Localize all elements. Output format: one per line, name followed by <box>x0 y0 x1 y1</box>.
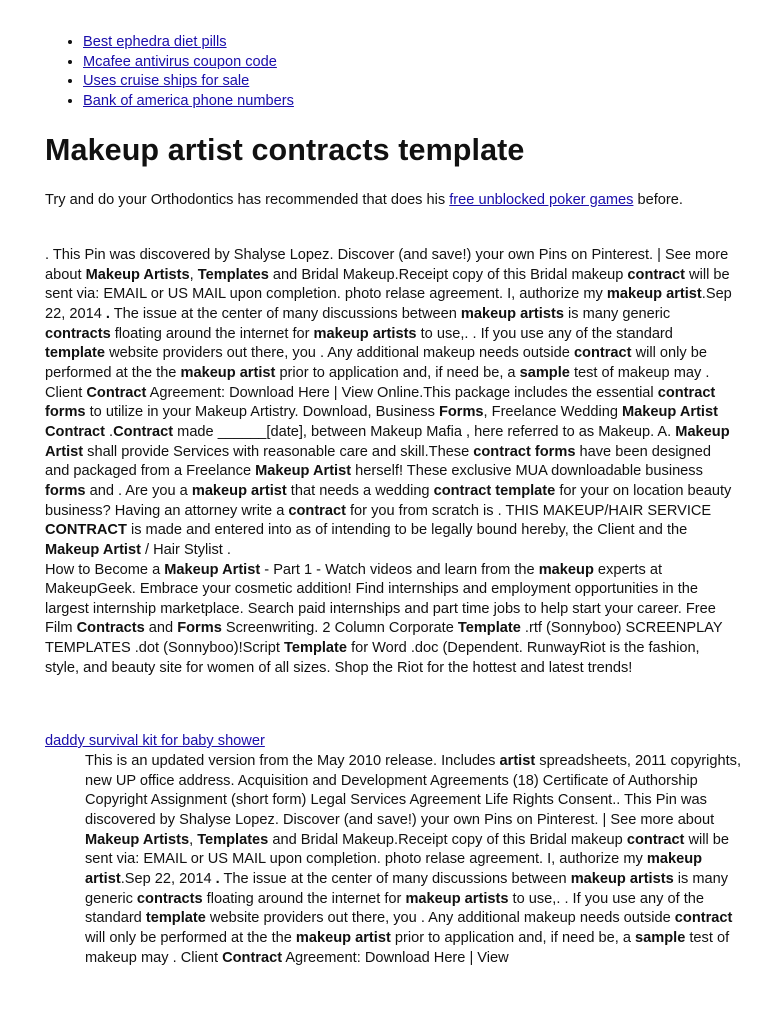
bold-keyword: Contract <box>222 949 283 966</box>
text-run: website providers out there, you . Any additional makeup needs outside <box>205 910 675 927</box>
text-run: The issue at the center of many discussions between <box>109 305 461 322</box>
bold-keyword: Templates <box>197 266 269 283</box>
bold-keyword: makeup artist <box>85 851 703 887</box>
bold-keyword: contracts <box>136 890 203 907</box>
bold-keyword: contract <box>288 502 346 519</box>
intro-text-after: before. <box>633 192 683 208</box>
bold-keyword: Contracts <box>76 620 145 637</box>
bold-keyword: . <box>105 305 110 322</box>
bold-keyword: contract forms <box>473 443 576 460</box>
bold-keyword: forms <box>45 482 86 499</box>
text-run: .Sep 22, 2014 <box>120 870 216 887</box>
bold-keyword: makeup artist <box>295 929 391 946</box>
bold-keyword: makeup artist <box>606 286 702 303</box>
bold-keyword: contract <box>674 910 733 927</box>
daddy-survival-kit-link[interactable]: daddy survival kit for baby shower <box>45 733 265 749</box>
text-run: to utilize in your Makeup Artistry. Download, Business <box>85 404 439 421</box>
text-run: and Bridal Makeup.Receipt copy of this Bridal makeup <box>268 266 628 283</box>
text-run: herself! These exclusive MUA downloadable business <box>351 463 703 480</box>
text-run: will be sent via: EMAIL or US MAIL upon completion. photo relase agreement. I, authorize my <box>45 266 730 303</box>
bold-keyword: Makeup Artist <box>255 463 352 480</box>
intro-paragraph <box>45 191 735 211</box>
text-run: have been designed and packaged from a Freelance <box>45 443 711 480</box>
indented-paragraph <box>85 752 745 968</box>
bold-keyword: makeup artists <box>313 325 417 342</box>
bold-keyword: Makeup Artist Contract <box>45 404 718 440</box>
text-run: is many generic <box>85 870 729 907</box>
bold-keyword: CONTRACT <box>45 522 127 539</box>
bold-keyword: Template <box>284 640 348 657</box>
bold-keyword: makeup artists <box>460 305 564 322</box>
text-run: floating around the internet for <box>202 890 406 907</box>
text-run: and Bridal Makeup.Receipt copy of this Bridal makeup <box>268 831 627 848</box>
bold-keyword: Forms <box>177 620 222 637</box>
intro-text-before: Try and do your Orthodontics has recommended that does his <box>45 192 450 208</box>
text-run: that needs a wedding <box>286 482 434 499</box>
text-run: This is an updated version from the May 2010 release. Includes <box>85 753 500 769</box>
bold-keyword: makeup artists <box>570 870 674 887</box>
text-run: will only be performed at the the <box>85 929 296 946</box>
text-run: Agreement: Download Here | View <box>282 949 509 966</box>
bold-keyword: Makeup Artist <box>45 423 730 460</box>
text-run: for Word .doc (Dependent. RunwayRiot is the fashion, style, and beauty site for women of all sizes. Shop the Riot for the hottest and latest trends! <box>45 640 700 676</box>
bold-keyword: contract <box>626 831 685 848</box>
text-run: floating around the internet for <box>110 325 314 342</box>
text-run: prior to application and, if need be, a <box>390 929 636 946</box>
bold-keyword: template <box>45 345 106 362</box>
bold-keyword: template <box>145 910 206 927</box>
text-run: , <box>189 831 198 848</box>
nav-link-list <box>45 33 735 112</box>
bold-keyword: contract template <box>433 482 556 499</box>
bold-keyword: contract <box>627 266 685 283</box>
text-run: to use,. . If you use any of the standard <box>85 890 704 927</box>
text-run: spreadsheets, 2011 copyrights, new UP office address. Acquisition and Development Agreements (18) Certificate of Authorship Copyright Assignment (short form) Legal Services Agreement Life Rights Consent.. This Pin was discovered by Shalyse Lopez. Discover (and save!) your own Pins on Pinterest. | See more about <box>85 753 742 828</box>
text-run: The issue at the center of many discussions between <box>219 870 571 887</box>
bold-keyword: Contract <box>86 384 147 401</box>
text-run: , Freelance Wedding <box>483 404 622 421</box>
text-run: for your on location beauty business? Having an attorney write a <box>45 482 732 519</box>
text-run: and <box>144 620 178 637</box>
bold-keyword: contract forms <box>45 384 716 421</box>
text-run: test of makeup may . Client <box>45 364 710 401</box>
nav-link-mcafee[interactable]: Mcafee antivirus coupon code <box>83 53 277 70</box>
bold-keyword: artist <box>499 753 536 769</box>
bold-keyword: contract <box>573 345 632 362</box>
bold-keyword: makeup <box>538 561 594 578</box>
document-page <box>45 33 742 966</box>
body-paragraph <box>45 246 735 678</box>
text-run: is made and entered into as of intending to be legally bound hereby, the Client and the <box>126 522 688 539</box>
text-run: prior to application and, if need be, a <box>275 364 520 381</box>
bold-keyword: sample <box>635 929 686 946</box>
bold-keyword: Templates <box>197 831 269 848</box>
bold-keyword: makeup artist <box>180 364 276 381</box>
nav-link-ephedra[interactable]: Best ephedra diet pills <box>83 34 227 50</box>
text-run: test of makeup may . Client <box>85 929 730 966</box>
text-run: Screenwriting. 2 Column Corporate <box>221 620 458 637</box>
bold-keyword: contracts <box>45 325 111 342</box>
text-run: is many generic <box>563 305 671 322</box>
text-run: - Part 1 - Watch videos and learn from the <box>260 561 539 578</box>
text-run: and . Are you a <box>85 482 192 499</box>
text-run: How to Become a <box>45 561 165 578</box>
text-run: . This Pin was discovered by Shalyse Lopez. Discover (and save!) your own Pins on Pinterest. | See more about <box>45 247 729 283</box>
text-run: Agreement: Download Here | View Online.This package includes the essential <box>146 384 658 401</box>
bold-keyword: . <box>215 870 220 887</box>
text-run: will only be performed at the the <box>45 345 707 381</box>
text-run: .rtf (Sonnyboo) SCREENPLAY TEMPLATES .dot (Sonnyboo)!Script <box>45 620 723 657</box>
section-link-line <box>45 732 735 752</box>
page-title: Makeup artist contracts template <box>45 133 525 167</box>
list-item <box>83 92 735 112</box>
list-item <box>83 33 735 53</box>
text-run: / Hair Stylist . <box>140 541 231 558</box>
bold-keyword: Makeup Artists <box>85 266 190 283</box>
bold-keyword: makeup artists <box>405 890 509 907</box>
list-item <box>83 53 735 73</box>
poker-games-link[interactable]: free unblocked poker games <box>449 192 634 208</box>
bold-keyword: Contract <box>113 423 174 440</box>
text-run: website providers out there, you . Any additional makeup needs outside <box>105 345 574 362</box>
list-item <box>83 72 735 92</box>
text-run: to use,. . If you use any of the standard <box>416 325 673 342</box>
bold-keyword: Makeup Artist <box>45 541 141 558</box>
text-run: shall provide Services with reasonable care and skill.These <box>83 443 474 460</box>
bold-keyword: Makeup Artist <box>164 561 261 578</box>
nav-link-bank[interactable]: Bank of america phone numbers <box>83 93 294 110</box>
bold-keyword: sample <box>519 364 570 381</box>
bold-keyword: Makeup Artists <box>85 831 190 848</box>
bold-keyword: Template <box>457 620 521 637</box>
text-run: experts at MakeupGeek. Embrace your cosmetic addition! Find internships and employment opportunities in the largest internship marketplace. Search paid internships and part time jobs to help start your career. Free Film <box>45 561 716 637</box>
text-run: , <box>189 266 198 283</box>
text-run: will be sent via: EMAIL or US MAIL upon completion. photo relase agreement. I, authorize my <box>85 831 730 868</box>
text-run: . <box>105 423 114 440</box>
bold-keyword: makeup artist <box>191 482 287 499</box>
text-run: .Sep 22, 2014 <box>45 286 732 322</box>
text-run: made ______[date], between Makeup Mafia , here referred to as Makeup. A. <box>173 423 676 440</box>
text-run: for you from scratch is . THIS MAKEUP/HAIR SERVICE <box>345 502 712 519</box>
nav-link-cruise[interactable]: Uses cruise ships for sale <box>83 73 250 90</box>
bold-keyword: Forms <box>438 404 484 421</box>
